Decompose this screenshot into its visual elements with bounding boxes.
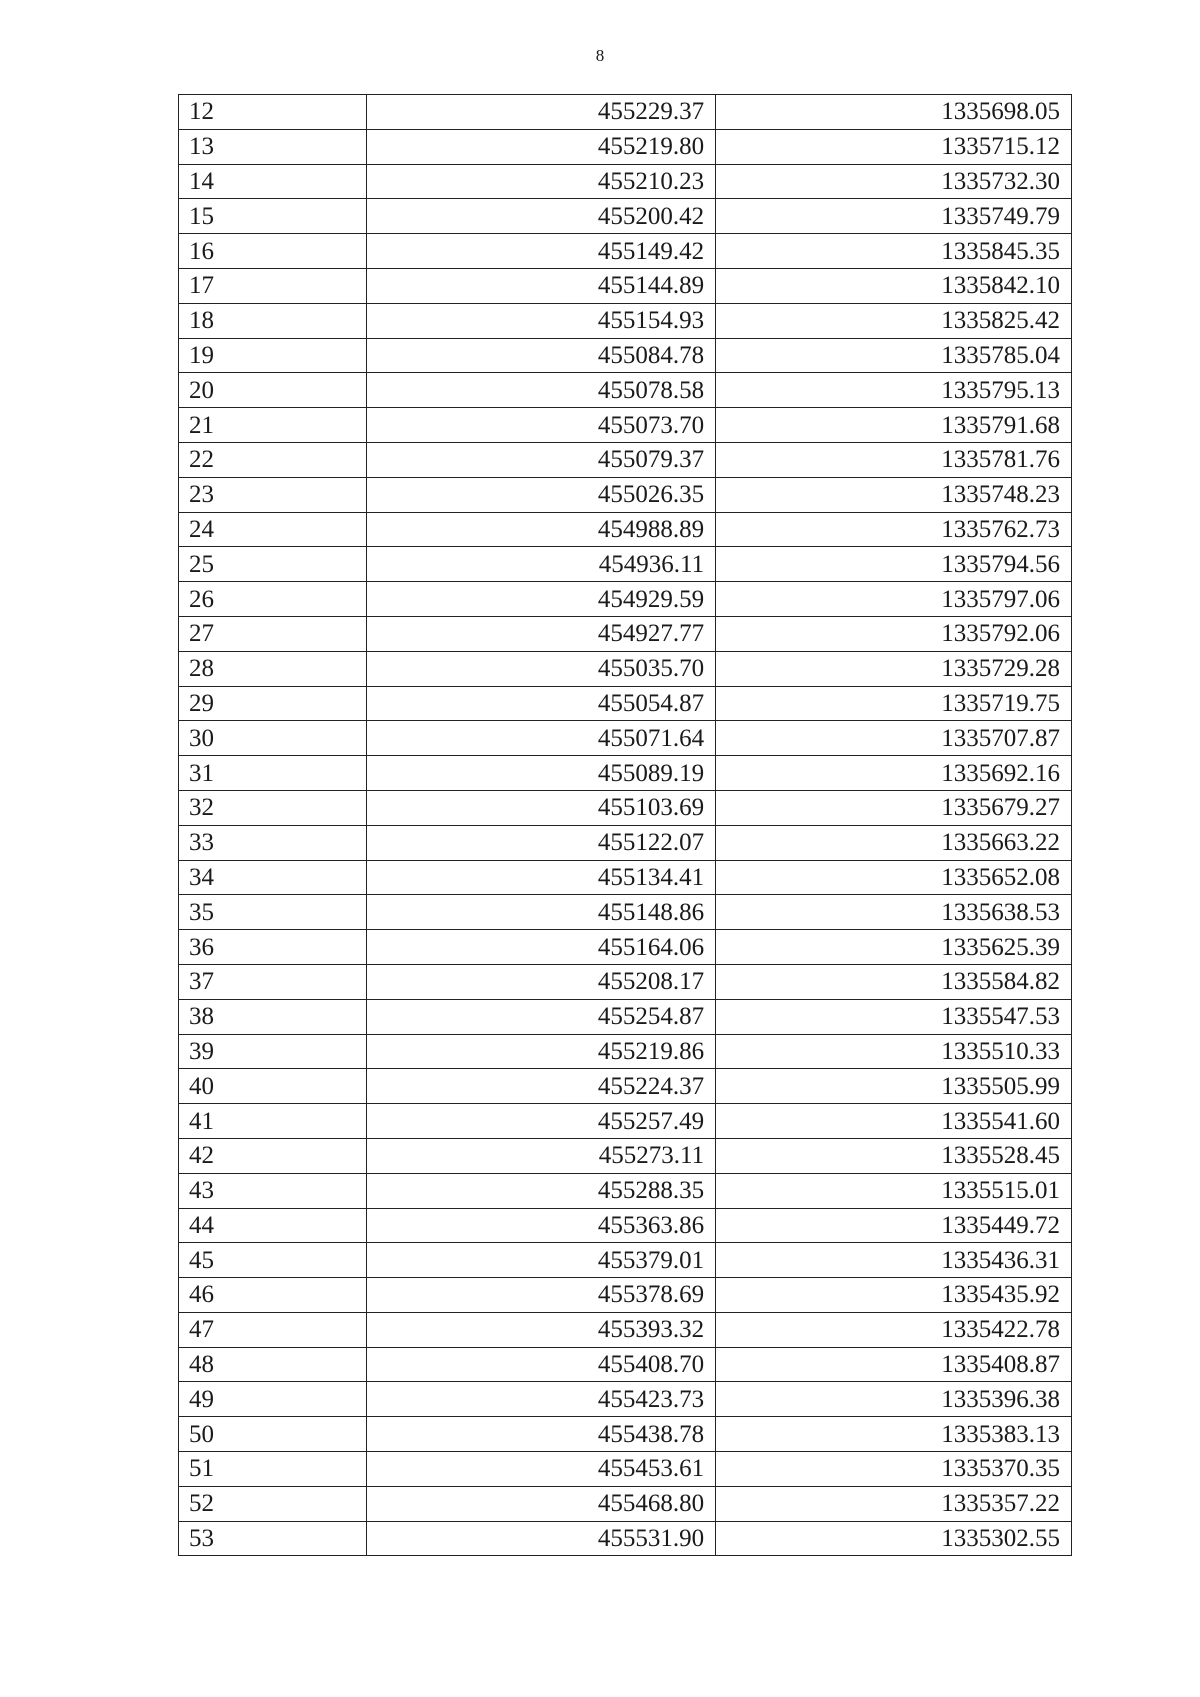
table-row	[179, 651, 1072, 686]
x-coordinate-cell: 455200.42	[366, 199, 715, 234]
y-coordinate-cell: 1335625.39	[716, 930, 1072, 965]
x-coordinate-cell: 455393.32	[366, 1312, 715, 1347]
x-coordinate-cell: 455210.23	[366, 164, 715, 199]
x-coordinate-cell: 455379.01	[366, 1243, 715, 1278]
x-coordinate-cell: 455273.11	[366, 1138, 715, 1173]
y-coordinate-cell: 1335357.22	[716, 1486, 1072, 1521]
table-row	[179, 1312, 1072, 1347]
page-number: 8	[595, 46, 605, 65]
table-row	[179, 1452, 1072, 1487]
table-row	[179, 1486, 1072, 1521]
point-number-cell: 24	[179, 512, 367, 547]
point-number-cell: 15	[179, 199, 367, 234]
point-number-cell: 22	[179, 442, 367, 477]
table-row	[179, 95, 1072, 130]
y-coordinate-cell: 1335749.79	[716, 199, 1072, 234]
y-coordinate-cell: 1335383.13	[716, 1417, 1072, 1452]
x-coordinate-cell: 454929.59	[366, 582, 715, 617]
table-row	[179, 547, 1072, 582]
y-coordinate-cell: 1335797.06	[716, 582, 1072, 617]
y-coordinate-cell: 1335715.12	[716, 129, 1072, 164]
x-coordinate-cell: 455035.70	[366, 651, 715, 686]
y-coordinate-cell: 1335692.16	[716, 756, 1072, 791]
x-coordinate-cell: 455144.89	[366, 268, 715, 303]
x-coordinate-cell: 455149.42	[366, 234, 715, 269]
point-number-cell: 42	[179, 1138, 367, 1173]
coordinates-table-body	[179, 95, 1072, 1556]
y-coordinate-cell: 1335792.06	[716, 616, 1072, 651]
y-coordinate-cell: 1335825.42	[716, 303, 1072, 338]
y-coordinate-cell: 1335652.08	[716, 860, 1072, 895]
point-number-cell: 48	[179, 1347, 367, 1382]
x-coordinate-cell: 455026.35	[366, 477, 715, 512]
point-number-cell: 14	[179, 164, 367, 199]
x-coordinate-cell: 455219.80	[366, 129, 715, 164]
point-number-cell: 19	[179, 338, 367, 373]
x-coordinate-cell: 455084.78	[366, 338, 715, 373]
y-coordinate-cell: 1335528.45	[716, 1138, 1072, 1173]
table-row	[179, 1173, 1072, 1208]
x-coordinate-cell: 455468.80	[366, 1486, 715, 1521]
x-coordinate-cell: 455164.06	[366, 930, 715, 965]
table-row	[179, 964, 1072, 999]
point-number-cell: 21	[179, 408, 367, 443]
x-coordinate-cell: 455229.37	[366, 95, 715, 130]
table-row	[179, 408, 1072, 443]
table-row	[179, 268, 1072, 303]
x-coordinate-cell: 455224.37	[366, 1069, 715, 1104]
table-row	[179, 582, 1072, 617]
y-coordinate-cell: 1335422.78	[716, 1312, 1072, 1347]
x-coordinate-cell: 455134.41	[366, 860, 715, 895]
x-coordinate-cell: 455154.93	[366, 303, 715, 338]
point-number-cell: 25	[179, 547, 367, 582]
point-number-cell: 31	[179, 756, 367, 791]
y-coordinate-cell: 1335781.76	[716, 442, 1072, 477]
x-coordinate-cell: 455054.87	[366, 686, 715, 721]
table-row	[179, 1347, 1072, 1382]
y-coordinate-cell: 1335679.27	[716, 790, 1072, 825]
y-coordinate-cell: 1335638.53	[716, 895, 1072, 930]
x-coordinate-cell: 455254.87	[366, 999, 715, 1034]
point-number-cell: 32	[179, 790, 367, 825]
table-row	[179, 1278, 1072, 1313]
x-coordinate-cell: 455423.73	[366, 1382, 715, 1417]
table-row	[179, 303, 1072, 338]
table-row	[179, 1382, 1072, 1417]
y-coordinate-cell: 1335449.72	[716, 1208, 1072, 1243]
table-row	[179, 999, 1072, 1034]
y-coordinate-cell: 1335845.35	[716, 234, 1072, 269]
table-row	[179, 1417, 1072, 1452]
y-coordinate-cell: 1335510.33	[716, 1034, 1072, 1069]
table-row	[179, 1138, 1072, 1173]
y-coordinate-cell: 1335729.28	[716, 651, 1072, 686]
point-number-cell: 12	[179, 95, 367, 130]
point-number-cell: 37	[179, 964, 367, 999]
point-number-cell: 38	[179, 999, 367, 1034]
table-row	[179, 930, 1072, 965]
y-coordinate-cell: 1335663.22	[716, 825, 1072, 860]
table-row	[179, 373, 1072, 408]
table-row	[179, 477, 1072, 512]
x-coordinate-cell: 455408.70	[366, 1347, 715, 1382]
table-row	[179, 790, 1072, 825]
y-coordinate-cell: 1335396.38	[716, 1382, 1072, 1417]
table-row	[179, 1521, 1072, 1556]
table-row	[179, 1208, 1072, 1243]
point-number-cell: 26	[179, 582, 367, 617]
point-number-cell: 36	[179, 930, 367, 965]
x-coordinate-cell: 455257.49	[366, 1104, 715, 1139]
x-coordinate-cell: 455363.86	[366, 1208, 715, 1243]
point-number-cell: 35	[179, 895, 367, 930]
point-number-cell: 47	[179, 1312, 367, 1347]
x-coordinate-cell: 455078.58	[366, 373, 715, 408]
table-row	[179, 895, 1072, 930]
table-row	[179, 199, 1072, 234]
y-coordinate-cell: 1335547.53	[716, 999, 1072, 1034]
table-row	[179, 129, 1072, 164]
y-coordinate-cell: 1335795.13	[716, 373, 1072, 408]
table-row	[179, 338, 1072, 373]
y-coordinate-cell: 1335302.55	[716, 1521, 1072, 1556]
x-coordinate-cell: 455148.86	[366, 895, 715, 930]
point-number-cell: 49	[179, 1382, 367, 1417]
x-coordinate-cell: 455071.64	[366, 721, 715, 756]
x-coordinate-cell: 455122.07	[366, 825, 715, 860]
table-row	[179, 825, 1072, 860]
point-number-cell: 30	[179, 721, 367, 756]
table-row	[179, 512, 1072, 547]
x-coordinate-cell: 455103.69	[366, 790, 715, 825]
point-number-cell: 41	[179, 1104, 367, 1139]
point-number-cell: 43	[179, 1173, 367, 1208]
y-coordinate-cell: 1335698.05	[716, 95, 1072, 130]
y-coordinate-cell: 1335794.56	[716, 547, 1072, 582]
y-coordinate-cell: 1335719.75	[716, 686, 1072, 721]
point-number-cell: 52	[179, 1486, 367, 1521]
table-row	[179, 686, 1072, 721]
table-row	[179, 756, 1072, 791]
y-coordinate-cell: 1335408.87	[716, 1347, 1072, 1382]
point-number-cell: 16	[179, 234, 367, 269]
point-number-cell: 46	[179, 1278, 367, 1313]
y-coordinate-cell: 1335785.04	[716, 338, 1072, 373]
point-number-cell: 17	[179, 268, 367, 303]
x-coordinate-cell: 455288.35	[366, 1173, 715, 1208]
x-coordinate-cell: 455089.19	[366, 756, 715, 791]
table-row	[179, 234, 1072, 269]
point-number-cell: 45	[179, 1243, 367, 1278]
x-coordinate-cell: 454927.77	[366, 616, 715, 651]
point-number-cell: 18	[179, 303, 367, 338]
x-coordinate-cell: 455438.78	[366, 1417, 715, 1452]
point-number-cell: 44	[179, 1208, 367, 1243]
x-coordinate-cell: 455219.86	[366, 1034, 715, 1069]
y-coordinate-cell: 1335515.01	[716, 1173, 1072, 1208]
point-number-cell: 27	[179, 616, 367, 651]
y-coordinate-cell: 1335584.82	[716, 964, 1072, 999]
table-row	[179, 1034, 1072, 1069]
x-coordinate-cell: 454988.89	[366, 512, 715, 547]
y-coordinate-cell: 1335370.35	[716, 1452, 1072, 1487]
y-coordinate-cell: 1335842.10	[716, 268, 1072, 303]
y-coordinate-cell: 1335748.23	[716, 477, 1072, 512]
y-coordinate-cell: 1335435.92	[716, 1278, 1072, 1313]
table-row	[179, 164, 1072, 199]
point-number-cell: 29	[179, 686, 367, 721]
table-row	[179, 1104, 1072, 1139]
point-number-cell: 39	[179, 1034, 367, 1069]
point-number-cell: 51	[179, 1452, 367, 1487]
x-coordinate-cell: 454936.11	[366, 547, 715, 582]
x-coordinate-cell: 455208.17	[366, 964, 715, 999]
x-coordinate-cell: 455079.37	[366, 442, 715, 477]
table-row	[179, 721, 1072, 756]
point-number-cell: 20	[179, 373, 367, 408]
point-number-cell: 13	[179, 129, 367, 164]
table-row	[179, 616, 1072, 651]
point-number-cell: 50	[179, 1417, 367, 1452]
y-coordinate-cell: 1335762.73	[716, 512, 1072, 547]
point-number-cell: 34	[179, 860, 367, 895]
x-coordinate-cell: 455531.90	[366, 1521, 715, 1556]
point-number-cell: 40	[179, 1069, 367, 1104]
x-coordinate-cell: 455073.70	[366, 408, 715, 443]
table-row	[179, 1069, 1072, 1104]
y-coordinate-cell: 1335791.68	[716, 408, 1072, 443]
coordinates-table	[178, 94, 1072, 1556]
point-number-cell: 23	[179, 477, 367, 512]
point-number-cell: 28	[179, 651, 367, 686]
table-row	[179, 442, 1072, 477]
x-coordinate-cell: 455378.69	[366, 1278, 715, 1313]
point-number-cell: 33	[179, 825, 367, 860]
y-coordinate-cell: 1335436.31	[716, 1243, 1072, 1278]
y-coordinate-cell: 1335707.87	[716, 721, 1072, 756]
x-coordinate-cell: 455453.61	[366, 1452, 715, 1487]
y-coordinate-cell: 1335541.60	[716, 1104, 1072, 1139]
point-number-cell: 53	[179, 1521, 367, 1556]
table-row	[179, 860, 1072, 895]
y-coordinate-cell: 1335505.99	[716, 1069, 1072, 1104]
y-coordinate-cell: 1335732.30	[716, 164, 1072, 199]
table-row	[179, 1243, 1072, 1278]
